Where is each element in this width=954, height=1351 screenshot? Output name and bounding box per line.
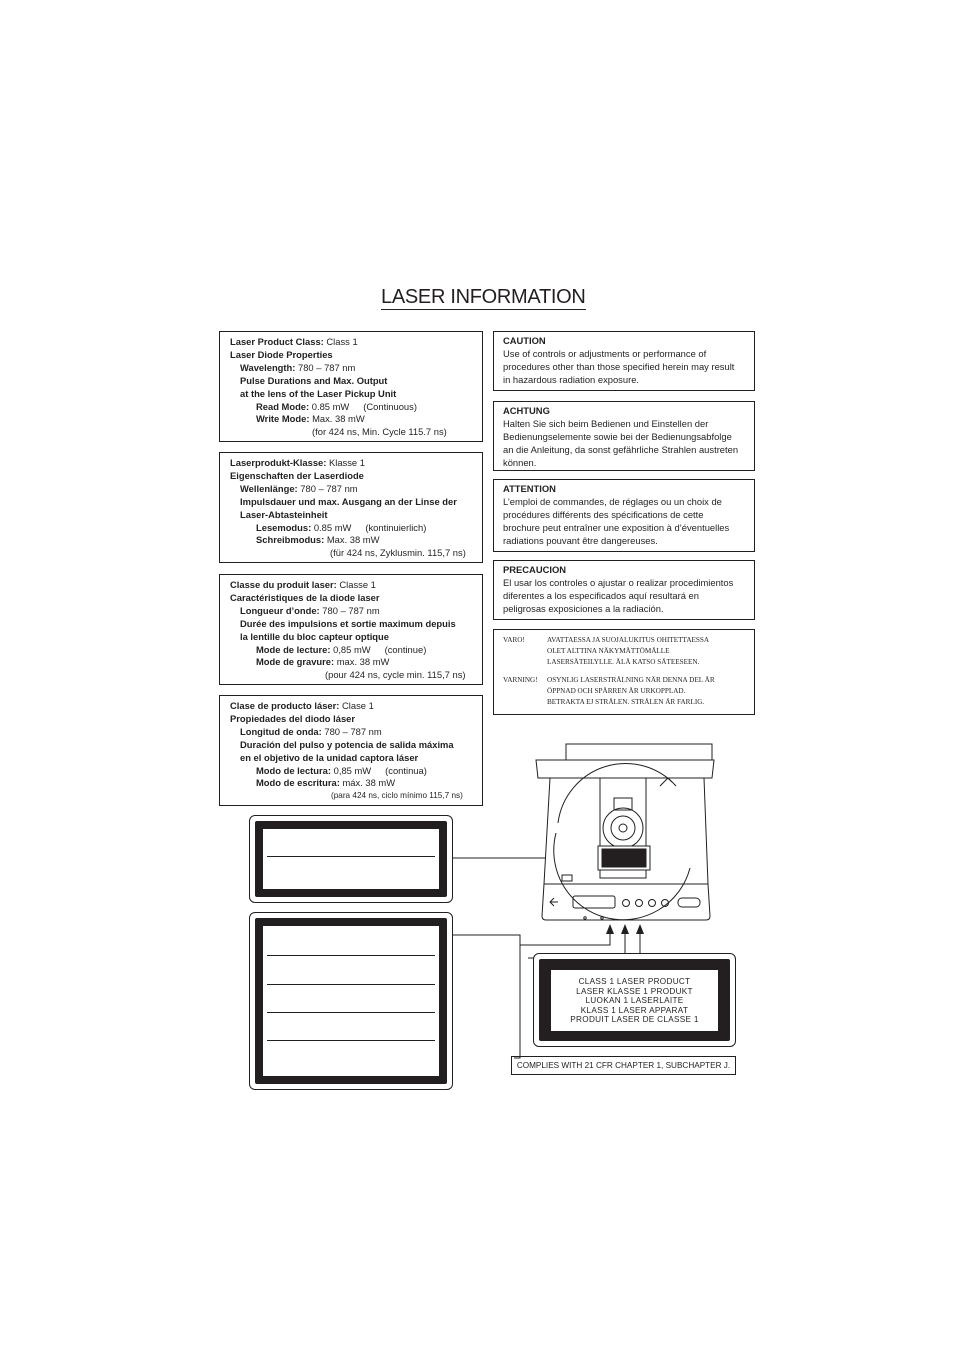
caution-line: Use of controls or adjustments or performance of (503, 347, 707, 359)
class1-line: PRODUIT LASER DE CLASSE 1 (570, 1015, 699, 1025)
achtung-heading: ACHTUNG (503, 405, 550, 416)
write-value: max. 38 mW (336, 656, 390, 668)
pulse-line-2: en el objetivo de la unidad captora láser (240, 751, 419, 763)
attention-line: brochure peut entraîner une exposition à d’éventuelles (503, 521, 730, 533)
write-value: máx. 38 mW (342, 777, 396, 789)
attention-line: L’emploi de commandes, de réglages ou un choix de (503, 495, 722, 507)
achtung-box (493, 401, 755, 471)
attention-line: procédures différents des spécifications de cette (503, 508, 704, 520)
write-note: (pour 424 ns, cycle min. 115,7 ns) (325, 669, 466, 681)
compliance-notice: COMPLIES WITH 21 CFR CHAPTER 1, SUBCHAPTER J. (511, 1056, 736, 1075)
write-note: (para 424 ns, ciclo mínimo 115,7 ns) (331, 791, 463, 801)
read-note: (kontinuierlich) (365, 521, 427, 533)
varning-line: OSYNLIG LASERSTRÅLNING NÄR DENNA DEL ÄR (547, 676, 715, 684)
wavelength-label: Longueur d’onde: (240, 604, 320, 616)
precaucion-line: diferentes a los especificados aquí resultará en (503, 589, 699, 601)
achtung-line: Bedienungselemente sowie bei der Bedienungsabfolge (503, 430, 732, 442)
write-value: Max. 38 mW (312, 413, 365, 425)
wavelength-label: Wavelength: (240, 361, 296, 373)
spec-box-spanish (219, 695, 483, 806)
properties-heading: Propiedades del diodo láser (230, 712, 356, 724)
read-label: Mode de lecture: (256, 643, 331, 655)
achtung-line: an die Anleitung, da sonst gefährliche Strahlen austreten (503, 443, 739, 455)
pulse-line-1: Pulse Durations and Max. Output (240, 374, 388, 386)
write-label: Mode de gravure: (256, 656, 335, 668)
achtung-line: können. (503, 456, 537, 468)
varo-line: AVATTAESSA JA SUOJALUKITUS OHITETTAESSA (547, 636, 710, 644)
class1-line: LUOKAN 1 LASERLAITE (585, 996, 684, 1006)
write-note: (für 424 ns, Zyklusmin. 115,7 ns) (330, 547, 466, 559)
varo-label: VARO! (503, 636, 525, 644)
attention-box (493, 479, 755, 552)
properties-heading: Eigenschaften der Laserdiode (230, 469, 364, 481)
write-value: Max. 38 mW (326, 534, 380, 546)
warning-label-small (249, 815, 453, 903)
pulse-line-1: Impulsdauer und max. Ausgang an der Linse der (240, 495, 457, 507)
page-title: LASER INFORMATION (381, 286, 586, 308)
varning-label: VARNING! (503, 676, 538, 684)
wavelength-value: 780 – 787 nm (324, 725, 382, 737)
class-label: Clase de producto láser: (230, 700, 340, 711)
write-label: Write Mode: (256, 413, 310, 425)
caution-heading: CAUTION (503, 335, 546, 346)
write-note: (for 424 ns, Min. Cycle 115.7 ns) (312, 426, 447, 438)
class-value: Class 1 (326, 336, 358, 347)
class1-label-text (551, 970, 718, 1031)
pulse-line-2: Laser-Abtasteinheit (240, 508, 328, 520)
properties-heading: Caractéristiques de la diode laser (230, 591, 380, 603)
class-value: Classe 1 (339, 579, 376, 590)
caution-line: in hazardous radiation exposure. (503, 373, 640, 385)
read-note: (continua) (385, 764, 427, 776)
caution-box (493, 331, 755, 391)
spec-box-german (219, 452, 483, 563)
attention-line: radiations pouvant être dangereuses. (503, 534, 658, 546)
read-value: 0.85 mW (311, 400, 350, 412)
class-label: Classe du produit laser: (230, 579, 337, 590)
precaucion-heading: PRECAUCION (503, 564, 567, 575)
wavelength-label: Wellenlänge: (240, 482, 298, 494)
pulse-line-2: at the lens of the Laser Pickup Unit (240, 387, 397, 399)
precaucion-line: El usar los controles o ajustar o realizar procedimientos (503, 576, 734, 588)
read-note: (Continuous) (363, 400, 417, 412)
caution-line: procedures other than those specified herein may result (503, 360, 735, 372)
class-value: Clase 1 (342, 700, 374, 711)
class1-line: LASER KLASSE 1 PRODUKT (576, 986, 693, 996)
read-value: 0,85 mW (333, 643, 371, 655)
read-label: Read Mode: (256, 400, 310, 412)
read-value: 0,85 mW (333, 764, 372, 776)
varning-line: ÖPPNAD OCH SPÄRREN ÄR URKOPPLAD. (547, 687, 686, 695)
class-label: Laserprodukt-Klasse: (230, 457, 327, 468)
pulse-line-1: Durée des impulsions et sortie maximum depuis (240, 617, 456, 629)
class1-line: CLASS 1 LASER PRODUCT (578, 977, 691, 986)
warning-label-large (249, 912, 453, 1090)
wavelength-label: Longitud de onda: (240, 725, 322, 737)
read-value: 0.85 mW (313, 521, 352, 533)
class1-line: KLASS 1 LASER APPARAT (580, 1005, 689, 1015)
spec-box-french (219, 574, 483, 685)
attention-heading: ATTENTION (503, 483, 556, 494)
wavelength-value: 780 – 787 nm (298, 361, 356, 373)
read-label: Modo de lectura: (256, 764, 332, 776)
class-value: Klasse 1 (329, 457, 365, 468)
precaucion-box (493, 560, 755, 620)
precaucion-line: peligrosas exposiciones a la radiación. (503, 602, 664, 614)
nordic-warning-box (493, 629, 755, 715)
varo-line: OLET ALTTINA NÄKYMÄTTÖMÄLLE (547, 647, 670, 655)
varning-line: BETRAKTA EJ STRÅLEN. STRÅLEN ÄR FARLIG. (547, 698, 705, 706)
read-label: Lesemodus: (256, 521, 312, 533)
read-note: (continue) (384, 643, 427, 655)
properties-heading: Laser Diode Properties (230, 348, 333, 360)
class-label: Laser Product Class: (230, 336, 324, 347)
achtung-line: Halten Sie sich beim Bedienen und Einstellen der (503, 417, 709, 429)
pulse-line-2: la lentille du bloc capteur optique (240, 630, 389, 642)
pulse-line-1: Duración del pulso y potencia de salida máxima (240, 738, 454, 750)
wavelength-value: 780 – 787 nm (300, 482, 358, 494)
write-label: Schreibmodus: (256, 534, 325, 546)
spec-box-english (219, 331, 483, 442)
write-label: Modo de escritura: (256, 777, 340, 789)
varo-line: LASERSÄTEILYLLE. ÄLÄ KATSO SÄTEESEEN. (547, 658, 700, 666)
wavelength-value: 780 – 787 nm (322, 604, 380, 616)
